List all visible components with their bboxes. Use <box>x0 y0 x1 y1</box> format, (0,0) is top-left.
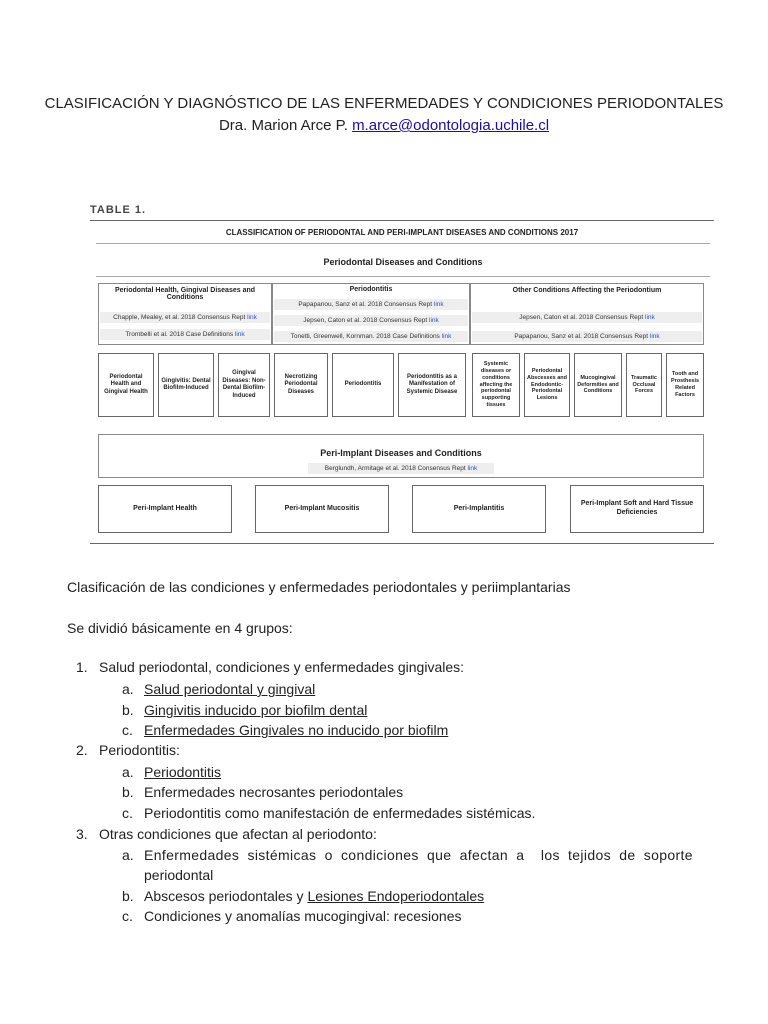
category-box: Necrotizing Periodontal Diseases <box>274 353 328 417</box>
ref-link[interactable]: link <box>649 333 660 340</box>
col2-ref-2: Jepsen, Caton et al. 2018 Consensus Rept link <box>274 315 468 326</box>
peri-implant-ref: Berglundh, Armitage et al. 2018 Consensus Rept link <box>308 463 494 474</box>
category-box: Gingivitis: Dental Biofilm-Induced <box>158 353 214 417</box>
category-box: Periodontal Abscesses and Endodontic-Periodontal Lesions <box>524 353 570 417</box>
list-item: 1. <box>76 659 88 675</box>
ref-link[interactable]: link <box>234 331 245 338</box>
col1-ref-2: Trombelli et al. 2018 Case Definitions link <box>100 329 270 340</box>
list-item: b. <box>122 888 134 904</box>
category-box: Periodontitis <box>332 353 394 417</box>
ref-link[interactable]: link <box>433 301 444 308</box>
list-item: b. <box>122 702 134 718</box>
list-item: Periodontitis: <box>99 742 180 758</box>
peri-implant-box: Peri-Implant Health <box>98 485 232 533</box>
table-title: CLASSIFICATION OF PERIODONTAL AND PERI-IMPLANT DISEASES AND CONDITIONS 2017 <box>225 228 579 237</box>
list-item: 3. <box>76 826 88 842</box>
col2-title: Periodontitis <box>349 286 393 293</box>
list-item: c. <box>122 805 133 821</box>
col1-ref-1: Chapple, Mealey, et al. 2018 Consensus Rept link <box>100 312 270 323</box>
periodontal-header: Periodontal Diseases and Conditions <box>323 257 483 267</box>
list-item: b. <box>122 784 134 800</box>
list-item: c. <box>122 908 133 924</box>
list-item: Periodontitis <box>144 764 222 780</box>
list-item: Condiciones y anomalías mucogingival: recesiones <box>144 908 462 924</box>
list-item: c. <box>122 722 133 738</box>
category-box: Periodontal Health and Gingival Health <box>98 353 154 417</box>
list-item: Otras condiciones que afectan al periodonto: <box>99 826 377 842</box>
ref-link[interactable]: link <box>247 314 257 321</box>
ref-link[interactable]: link <box>467 465 478 472</box>
category-box: Tooth and Prosthesis Related Factors <box>666 353 704 417</box>
category-box: Systemic diseases or conditions affecting the periodontal supporting tissues <box>472 353 520 417</box>
peri-implant-box: Peri-Implant Mucositis <box>255 485 389 533</box>
col2-ref-3: Tonetti, Greenwell, Kornman. 2018 Case Definitions link <box>274 331 468 342</box>
author-email-link[interactable]: m.arce@odontologia.uchile.cl <box>352 117 550 134</box>
ref-link[interactable]: link <box>441 333 452 340</box>
peri-implant-box: Peri-Implantitis <box>412 485 546 533</box>
col1-title: Periodontal Health, Gingival Diseases and Conditions <box>114 287 256 301</box>
author-line <box>0 117 768 134</box>
peri-implant-box: Peri-Implant Soft and Hard Tissue Deficiencies <box>570 485 704 533</box>
col3-ref-2: Papapanou, Sanz et al. 2018 Consensus Rept link <box>472 331 702 342</box>
peri-implant-header: Peri-Implant Diseases and Conditions <box>320 448 482 458</box>
table-label: TABLE 1. <box>90 204 147 216</box>
list-item: 2. <box>76 742 88 758</box>
list-item: Salud periodontal y gingival <box>144 681 316 697</box>
category-box: Traumatic Occlusal Forces <box>626 353 662 417</box>
ref-link[interactable]: link <box>645 314 655 321</box>
intro-paragraph: Clasificación de las condiciones y enfermedades periodontales y periimplantarias <box>67 579 571 595</box>
category-box: Periodontitis as a Manifestation of Systemic Disease <box>398 353 466 417</box>
list-item: Enfermedades Gingivales no inducido por biofilm <box>144 722 449 738</box>
list-item: Abscesos periodontales y Lesiones Endoperiodontales <box>144 888 485 904</box>
author-name: Dra. Marion Arce P. <box>218 117 348 134</box>
col3-ref-1: Jepsen, Caton et al. 2018 Consensus Rept link <box>472 312 702 323</box>
list-item: a. <box>122 681 134 697</box>
endoperiodontal-link[interactable]: Lesiones Endoperiodontales <box>307 888 485 904</box>
list-item: a. <box>122 764 134 780</box>
list-item: periodontal <box>144 867 214 883</box>
list-item: Gingivitis inducido por biofilm dental <box>144 702 368 718</box>
col2-ref-1: Papapanou, Sanz et al. 2018 Consensus Rept link <box>274 299 468 310</box>
list-item: Enfermedades sistémicas o condiciones que afectan a los tejidos de soporte <box>144 847 693 863</box>
list-item: Periodontitis como manifestación de enfermedades sistémicas. <box>144 805 536 821</box>
list-item: Enfermedades necrosantes periodontales <box>144 784 404 800</box>
list-item: Salud periodontal, condiciones y enfermedades gingivales: <box>99 659 465 675</box>
col3-title: Other Conditions Affecting the Periodontium <box>512 287 662 294</box>
ref-link[interactable]: link <box>429 317 439 324</box>
category-box: Gingival Diseases: Non-Dental Biofilm-Induced <box>218 353 270 417</box>
groups-paragraph: Se dividió básicamente en 4 grupos: <box>67 620 293 636</box>
category-box: Mucogingival Deformities and Conditions <box>574 353 622 417</box>
document-title: CLASIFICACIÓN Y DIAGNÓSTICO DE LAS ENFERMEDADES Y CONDICIONES PERIODONTALES <box>44 95 724 112</box>
list-item: a. <box>122 847 134 863</box>
